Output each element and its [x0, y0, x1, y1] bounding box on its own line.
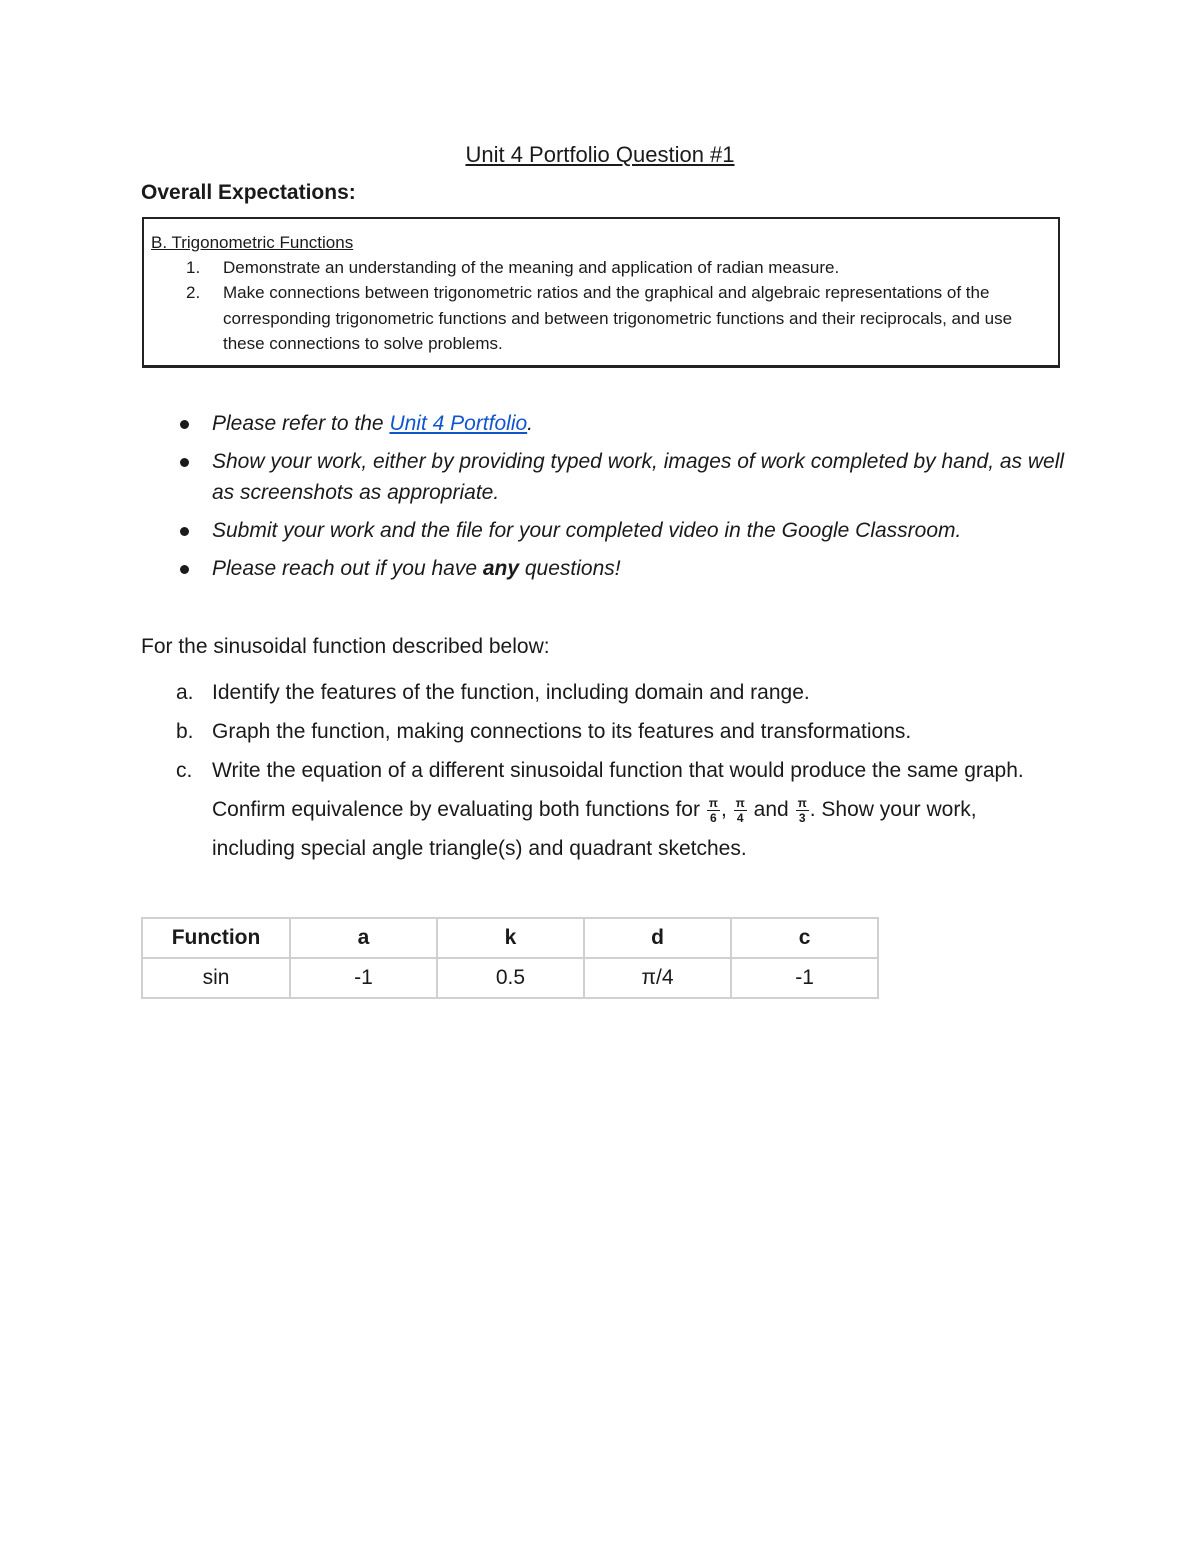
bullet-icon	[180, 420, 189, 429]
fraction-pi-over-6: $\frac{\pi}{6}$	[708, 795, 718, 825]
instruction-text: Submit your work and the file for your completed video in the Google Classroom.	[212, 519, 962, 542]
task-part-letter: b.	[176, 720, 194, 743]
task-part-text: Graph the function, making connections to its features and transformations.	[212, 720, 912, 743]
instruction-text: Please reach out if you have	[212, 557, 483, 580]
table-cell: 0.5	[437, 958, 584, 998]
expectation-text: Make connections between trigonometric ratios and the graphical and algebraic representations of the corresponding trigonometric functions and between trigonometric functions and their reciprocals, and use these connections to solve problems.	[223, 283, 1013, 353]
instruction-text: .	[527, 412, 534, 435]
instruction-item	[176, 446, 1066, 508]
expectation-number: 2.	[186, 283, 201, 302]
bullet-icon	[180, 565, 189, 574]
table-header-cell: a	[290, 918, 437, 958]
table-header-cell: d	[584, 918, 731, 958]
expectation-item	[186, 255, 1046, 281]
instruction-item	[176, 408, 1066, 439]
task-part	[176, 712, 1056, 751]
task-part-text: Identify the features of the function, including domain and range.	[212, 681, 810, 704]
task-part	[176, 751, 1056, 868]
table-cell: sin	[142, 958, 290, 998]
unit-4-portfolio-link[interactable]: Unit 4 Portfolio	[389, 412, 528, 435]
task-part-letter: a.	[176, 681, 194, 704]
table-cell: -1	[731, 958, 878, 998]
table-header-cell: c	[731, 918, 878, 958]
instruction-item	[176, 515, 1066, 546]
function-parameters-table	[141, 917, 879, 999]
expectation-number: 1.	[186, 258, 201, 277]
task-intro: For the sinusoidal function described below:	[141, 635, 550, 658]
instruction-text: Please refer to the	[212, 412, 390, 435]
table-header-row	[142, 918, 878, 958]
bullet-icon	[180, 527, 189, 536]
expectations-box	[142, 217, 1060, 368]
task-part-text: Write the equation of a different sinusoidal function that would produce the same graph. Confirm equivalence by evaluating both functions for	[212, 759, 1024, 821]
table-cell: π/4	[584, 958, 731, 998]
table-cell: -1	[290, 958, 437, 998]
separator: ,	[720, 798, 733, 821]
overall-expectations-heading: Overall Expectations:	[141, 181, 356, 204]
fraction-pi-over-3: $\frac{\pi}{3}$	[797, 795, 807, 825]
separator: and	[747, 798, 795, 821]
task-part	[176, 673, 1056, 712]
expectation-text: Demonstrate an understanding of the meaning and application of radian measure.	[223, 258, 840, 277]
expectations-strand-heading: B. Trigonometric Functions	[151, 233, 354, 252]
table-header-cell: k	[437, 918, 584, 958]
task-parts-list	[176, 673, 1056, 868]
instruction-list	[176, 408, 1066, 591]
expectation-item	[186, 280, 1046, 357]
instruction-text: Show your work, either by providing typed work, images of work completed by hand, as well as screenshots as appropriate.	[212, 450, 1065, 504]
task-part-letter: c.	[176, 759, 193, 782]
fraction-pi-over-4: $\frac{\pi}{4}$	[735, 795, 745, 825]
table-header-cell: Function	[142, 918, 290, 958]
instruction-text: questions!	[519, 557, 621, 580]
table-row	[142, 958, 878, 998]
bullet-icon	[180, 458, 189, 467]
emphasis-text: any	[482, 557, 520, 580]
task-part-text: . Show your work, including special angle triangle(s) and quadrant sketches.	[212, 798, 977, 860]
instruction-item	[176, 553, 1066, 584]
page-title: Unit 4 Portfolio Question #1	[465, 142, 735, 167]
